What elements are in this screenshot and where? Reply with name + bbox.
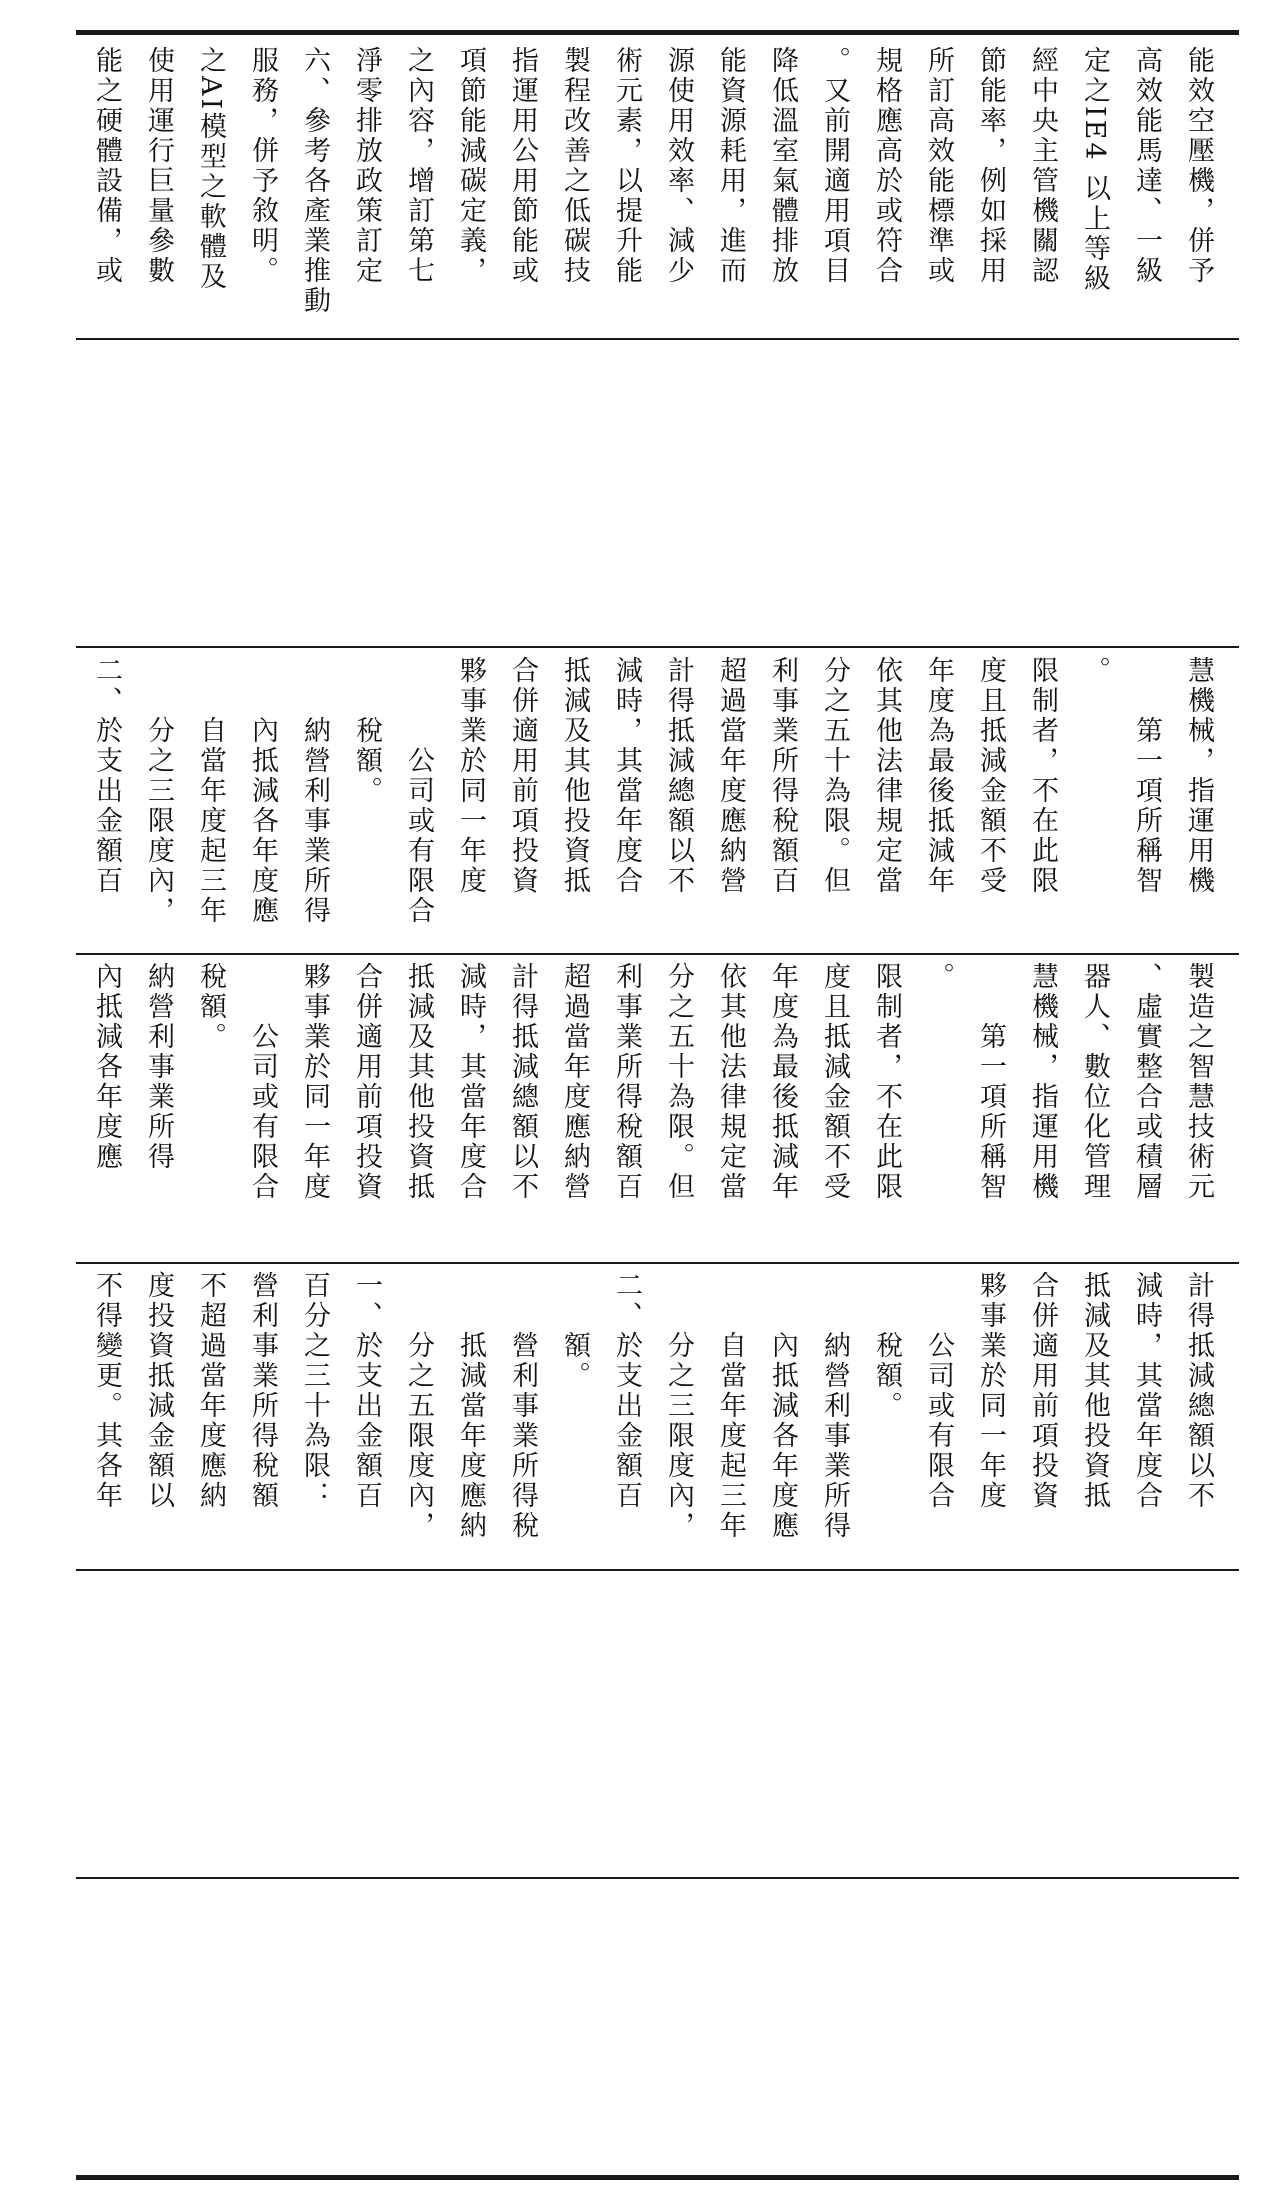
text-line: 限制者，不在此限 (871, 962, 902, 1202)
text-line: 夥事業於同一年度 (299, 962, 330, 1202)
text-line: 減時，其當年度合 (611, 656, 642, 896)
text-line: 減時，其當年度合 (455, 962, 486, 1202)
text-line: 公司或有限合 (403, 656, 434, 926)
bottom-rule (76, 2175, 1239, 2180)
text-line: 能資源耗用，進而 (715, 46, 746, 286)
text-line: 額。 (559, 1271, 590, 1391)
row2-left-cell (76, 956, 1239, 1260)
text-line: 減時，其當年度合 (1131, 1271, 1162, 1511)
text-line: 第一項所稱智 (975, 962, 1006, 1202)
text-line: 使用運行巨量參數 (143, 46, 174, 286)
text-line: 百分之三十為限： (299, 1271, 330, 1511)
text-line: 源使用效率、減少 (663, 46, 694, 286)
text-line: 計得抵減總額以不 (663, 656, 694, 896)
text-line: 製程改善之低碳技 (559, 46, 590, 286)
text-line: 。 (1079, 656, 1110, 686)
text-line: 。 (923, 962, 954, 992)
text-line: 夥事業於同一年度 (975, 1271, 1006, 1511)
text-line: 自當年度起三年 (195, 656, 226, 926)
text-line: 內抵減各年度應 (91, 962, 122, 1172)
row-divider (76, 646, 1239, 648)
top-rule (76, 30, 1239, 35)
text-line: 抵減當年度應納 (455, 1271, 486, 1541)
text-line: 超過當年度應納營 (559, 962, 590, 1202)
text-line: 分之五限度內， (403, 1271, 434, 1541)
text-line: 合併適用前項投資 (351, 962, 382, 1202)
text-line: 分之五十為限。但 (819, 656, 850, 896)
text-line: 器人、數位化管理 (1079, 962, 1110, 1202)
row-divider (76, 1262, 1239, 1264)
text-line: 度且抵減金額不受 (975, 656, 1006, 896)
text-line: 二、於支出金額百 (91, 656, 122, 896)
text-line: 納營利事業所得 (143, 962, 174, 1172)
text-line: 服務，併予敘明。 (247, 46, 278, 286)
text-line: 分之三限度內， (143, 656, 174, 926)
text-line: 稅額。 (351, 656, 382, 806)
row-divider (76, 1877, 1239, 1879)
row2-right-text (76, 650, 1239, 950)
text-line: 第一項所稱智 (1131, 656, 1162, 896)
text-line: 指運用公用節能或 (507, 46, 538, 286)
text-line: 之內容，增訂第七 (403, 46, 434, 286)
text-line: 計得抵減總額以不 (507, 962, 538, 1202)
text-line: 公司或有限合 (923, 1271, 954, 1511)
text-line: 六、參考各產業推動 (299, 46, 330, 316)
text-line: 稅額。 (195, 962, 226, 1052)
row3-left-cell (76, 1265, 1239, 1565)
text-line: 營利事業所得稅額 (247, 1271, 278, 1511)
text-line: 降低溫室氣體排放 (767, 46, 798, 286)
text-line: 自當年度起三年 (715, 1271, 746, 1541)
cell-divider (76, 953, 1239, 955)
text-line: 不超過當年度應納 (195, 1271, 226, 1511)
text-line: 術元素，以提升能 (611, 46, 642, 286)
text-line: 計得抵減總額以不 (1183, 1271, 1214, 1511)
text-line: 合併適用前項投資 (507, 656, 538, 896)
text-line: 利事業所得稅額百 (611, 962, 642, 1202)
text-line: 慧機械，指運用機 (1183, 656, 1214, 896)
text-line: 利事業所得稅額百 (767, 656, 798, 896)
text-line: 抵減及其他投資抵 (1079, 1271, 1110, 1511)
row1-right-text (76, 40, 1239, 336)
text-line: 度投資抵減金額以 (143, 1271, 174, 1511)
text-line: 高效能馬達、一級 (1131, 46, 1162, 286)
row-divider (76, 1569, 1239, 1571)
text-line: 慧機械，指運用機 (1027, 962, 1058, 1202)
text-line: 納營利事業所得 (299, 656, 330, 926)
text-line: 製造之智慧技術元 (1183, 962, 1214, 1202)
text-line: 項節能減碳定義， (455, 46, 486, 286)
text-line: 抵減及其他投資抵 (403, 962, 434, 1202)
row2-left-text (76, 956, 1239, 1260)
text-line: 納營利事業所得 (819, 1271, 850, 1541)
text-line: 定之IE4 以上等級 (1079, 46, 1110, 295)
text-line: 抵減及其他投資抵 (559, 656, 590, 896)
text-line: 合併適用前項投資 (1027, 1271, 1058, 1511)
text-line: 節能率，例如採用 (975, 46, 1006, 286)
text-line: 淨零排放政策訂定 (351, 46, 382, 286)
text-line: 一、於支出金額百 (351, 1271, 382, 1511)
text-line: 不得變更。其各年 (91, 1271, 122, 1511)
row-divider (76, 338, 1239, 340)
text-line: 稅額。 (871, 1271, 902, 1421)
text-line: 度且抵減金額不受 (819, 962, 850, 1202)
row1-right-cell (76, 40, 1239, 336)
text-line: 內抵減各年度應 (247, 656, 278, 926)
text-line: 二、於支出金額百 (611, 1271, 642, 1511)
text-line: 夥事業於同一年度 (455, 656, 486, 896)
text-line: 超過當年度應納營 (715, 656, 746, 896)
text-line: 規格應高於或符合 (871, 46, 902, 286)
row3-left-text (76, 1265, 1239, 1565)
text-line: 依其他法律規定當 (715, 962, 746, 1202)
text-line: 年度為最後抵減年 (923, 656, 954, 896)
text-line: 內抵減各年度應 (767, 1271, 798, 1541)
row2-right-cell (76, 650, 1239, 950)
text-line: 能之硬體設備，或 (91, 46, 122, 286)
text-line: 之AI模型之軟體及 (195, 46, 226, 293)
text-line: 依其他法律規定當 (871, 656, 902, 896)
text-line: 。又前開適用項目 (819, 46, 850, 286)
text-line: 分之三限度內， (663, 1271, 694, 1541)
text-line: 所訂高效能標準或 (923, 46, 954, 286)
text-line: 能效空壓機，併予 (1183, 46, 1214, 286)
text-line: 年度為最後抵減年 (767, 962, 798, 1202)
text-line: 公司或有限合 (247, 962, 278, 1202)
text-line: 分之五十為限。但 (663, 962, 694, 1202)
text-line: 限制者，不在此限 (1027, 656, 1058, 896)
text-line: 、虛實整合或積層 (1131, 962, 1162, 1202)
text-line: 經中央主管機關認 (1027, 46, 1058, 286)
text-line: 營利事業所得稅 (507, 1271, 538, 1541)
